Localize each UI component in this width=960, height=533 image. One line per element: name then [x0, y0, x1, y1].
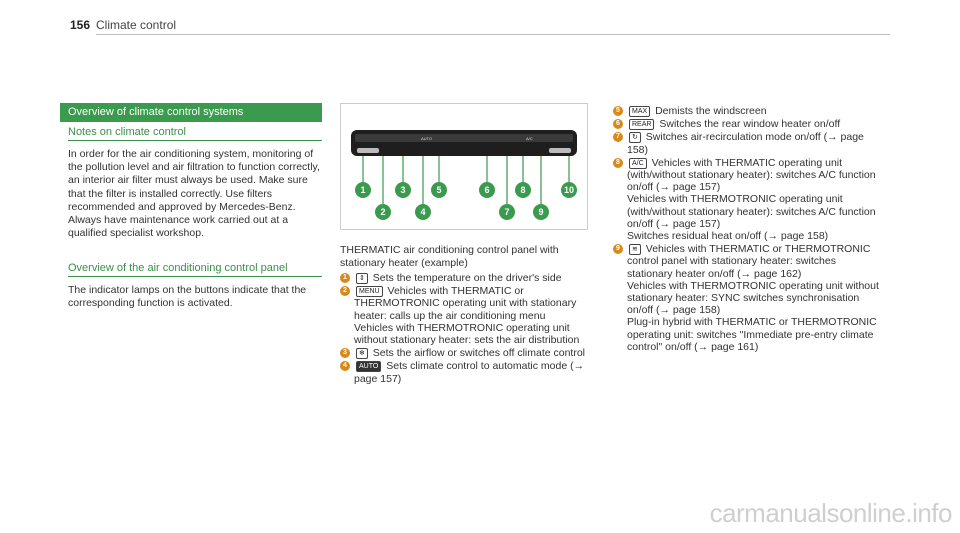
legend-number-badge: 5 [613, 106, 623, 116]
legend-item-4 [340, 360, 596, 384]
legend-number-badge: 9 [613, 244, 623, 254]
callout-number-4: 4 [420, 207, 426, 217]
button-symbol-icon: ≋ [629, 244, 641, 255]
legend-text: Sets the temperature on the driver's side [369, 272, 562, 284]
button-symbol-icon: MAX [629, 106, 650, 117]
overview-paragraph: The indicator lamps on the buttons indicate that the corresponding function is activated. [68, 284, 307, 310]
callouts-group [355, 156, 577, 220]
legend-item-2 [340, 285, 596, 346]
callout-number-10: 10 [563, 185, 575, 195]
legend-text: Plug-in hybrid with THERMATIC or THERMOTRONIC operating unit: switches "Immediate pre-entry climate control" on/off (→ page 161) [627, 316, 877, 353]
legend-text: Vehicles with THERMOTRONIC operating unit (with/without stationary heater): switches A/C function on/off (→ page 157) [627, 193, 876, 230]
button-symbol-icon: REAR [629, 119, 654, 130]
callout-number-6: 6 [484, 185, 490, 195]
legend-text: Switches air-recirculation mode on/off (→ page 158) [627, 131, 864, 156]
right-legend-list [613, 105, 883, 354]
legend-text: Sets climate control to automatic mode (→ page 157) [354, 360, 585, 385]
legend-number-badge: 1 [340, 273, 350, 283]
callout-number-9: 9 [538, 207, 544, 217]
legend-text: Vehicles with THERMOTRONIC operating unit without stationary heater: sets the air distribution [354, 321, 580, 347]
figure-caption: THERMATIC air conditioning control panel with stationary heater (example) [340, 244, 559, 269]
callout-number-1: 1 [360, 185, 366, 195]
button-symbol-icon: ⇕ [356, 273, 368, 284]
legend-text: Vehicles with THERMOTRONIC operating unit without stationary heater: SYNC switches synchronisation on/off (→ page 158) [627, 279, 879, 317]
legend-text: Vehicles with THERMATIC or THERMOTRONIC operating unit with stationary heater: calls up the air conditioning menu [354, 285, 577, 322]
legend-number-badge: 7 [613, 132, 623, 142]
legend-text: Vehicles with THERMATIC operating unit (with/without stationary heater): switches A/C function on/off (→ page 157) [627, 156, 876, 194]
panel-label-auto: AUTO [421, 136, 433, 141]
legend-item-9 [613, 243, 883, 353]
watermark: carmanualsonline.info [709, 498, 952, 528]
callout-number-5: 5 [436, 185, 442, 195]
legend-item-5 [613, 105, 883, 117]
button-symbol-icon: A/C [629, 158, 647, 169]
legend-number-badge: 3 [340, 348, 350, 358]
callout-number-2: 2 [380, 207, 386, 217]
callout-number-3: 3 [400, 185, 406, 195]
legend-number-badge: 2 [340, 286, 350, 296]
button-symbol-icon: ↻ [629, 132, 641, 143]
notes-rule [68, 140, 322, 141]
overview-rule [68, 276, 322, 277]
legend-item-7 [613, 131, 883, 155]
callout-number-8: 8 [520, 185, 526, 195]
legend-item-3 [340, 347, 596, 359]
button-symbol-icon: ❄ [356, 348, 368, 359]
button-symbol-icon: AUTO [356, 361, 381, 372]
legend-number-badge: 8 [613, 158, 623, 168]
notes-paragraph: In order for the air conditioning system, monitoring of the pollution level and air filtration to function correctly, an interior air filter must always be used. Make sure that the filter is installed correctly. Use filters recommended and approved by Mercedes-Benz. Always have maintenance work carried out at a qualified specialist workshop. [68, 148, 320, 240]
page-header-title: Climate control [96, 18, 177, 32]
mid-legend-list [340, 272, 596, 386]
legend-text: Switches the rear window heater on/off [656, 118, 841, 131]
header-rule [96, 34, 890, 35]
page-number: 156 [70, 18, 91, 32]
panel-label-ac: A/C [526, 136, 533, 141]
legend-item-1 [340, 272, 596, 284]
legend-item-6 [613, 118, 883, 130]
button-symbol-icon: MENU [356, 286, 383, 297]
callout-number-7: 7 [504, 207, 510, 217]
legend-item-8 [613, 157, 883, 242]
legend-text: Sets the airflow or switches off climate control [369, 347, 586, 360]
legend-text: Vehicles with THERMATIC or THERMOTRONIC control panel with stationary heater: switches stationary heater on/off (→ page 162) [627, 243, 871, 280]
overview-heading: Overview of the air conditioning control panel [68, 262, 288, 274]
legend-text: Demists the windscreen [652, 105, 767, 117]
notes-heading: Notes on climate control [68, 126, 186, 138]
section-banner: Overview of climate control systems [60, 103, 322, 122]
legend-text: Switches residual heat on/off (→ page 158) [627, 230, 829, 243]
control-panel-illustration [341, 104, 587, 229]
legend-number-badge: 4 [340, 361, 350, 371]
legend-number-badge: 6 [613, 119, 623, 129]
control-panel-figure [340, 103, 588, 230]
